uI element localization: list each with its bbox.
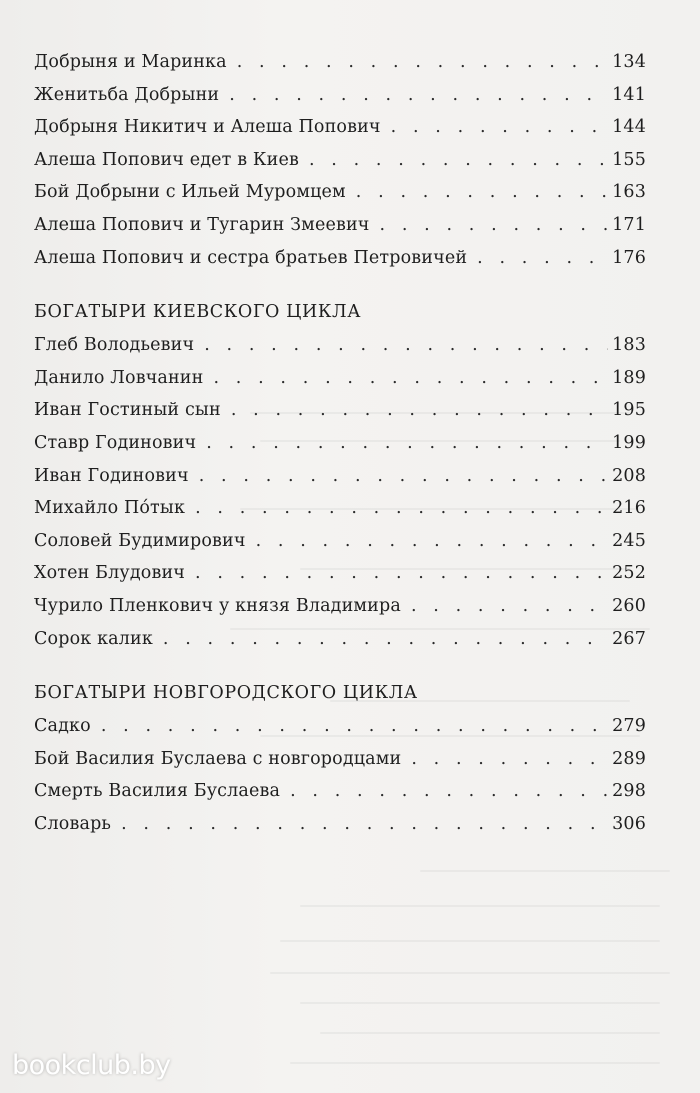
dot-leader: [101, 716, 608, 736]
toc-entry-page: 306: [612, 813, 646, 834]
toc-entry-title: Глеб Володьевич: [34, 335, 195, 356]
toc-entry-title: Хотен Блудович: [34, 563, 186, 584]
section-heading: БОГАТЫРИ НОВГОРОДСКОГО ЦИКЛА: [34, 683, 418, 704]
toc-entry-title: Михайло По́тык: [34, 498, 186, 519]
toc-entry: [34, 466, 646, 499]
toc-entry-page: 144: [612, 117, 646, 138]
dot-leader: [290, 781, 608, 801]
dot-leader: [199, 466, 608, 486]
toc-entry-title: Иван Гостиный сын: [34, 400, 221, 421]
toc-entry: [34, 85, 646, 118]
toc-entry: [34, 498, 646, 531]
toc-entry: [34, 400, 646, 433]
toc-entry-title: Алеша Попович и Тугарин Змеевич: [34, 214, 370, 235]
dot-leader: [231, 400, 608, 420]
toc-section: [34, 52, 646, 280]
section-spacer: [34, 280, 646, 302]
toc-entry-title: Добрыня и Маринка: [34, 52, 227, 72]
toc-entry-page: 189: [612, 367, 646, 388]
toc-entry-title: Алеша Попович едет в Киев: [34, 149, 299, 170]
toc-entry-page: 279: [612, 716, 646, 737]
toc-entry: [34, 781, 646, 814]
toc-entry: [34, 248, 646, 281]
toc-entry-page: 134: [612, 52, 646, 72]
toc-entry-title: Женитьба Добрыни: [34, 84, 220, 105]
toc-entry: [34, 749, 646, 782]
toc-entry: [34, 335, 646, 368]
toc-entry-page: 260: [612, 595, 646, 616]
toc-entry-title: Смерть Василия Буслаева: [34, 781, 281, 802]
toc-section: [34, 302, 646, 661]
toc-entry-title: Садко: [34, 716, 91, 737]
watermark: bookclub.by: [12, 1050, 171, 1081]
toc-entry-page: 245: [612, 530, 646, 551]
toc-entry-title: Ставр Годинович: [34, 432, 197, 453]
toc-entry: [34, 433, 646, 466]
toc-entry: [34, 716, 646, 749]
table-of-contents: [34, 52, 646, 846]
toc-entry: [34, 814, 646, 847]
dot-leader: [213, 368, 608, 388]
toc-entry-page: 183: [612, 335, 646, 356]
toc-entry-title: Словарь: [34, 813, 112, 834]
toc-entry: [34, 215, 646, 248]
toc-entry-page: 199: [612, 432, 646, 453]
toc-entry-page: 252: [612, 563, 646, 584]
dot-leader: [309, 150, 608, 170]
dot-leader: [477, 248, 608, 268]
toc-entry: [34, 563, 646, 596]
toc-entry: [34, 52, 646, 85]
section-heading: БОГАТЫРИ КИЕВСКОГО ЦИКЛА: [34, 302, 362, 323]
toc-entry-title: Бой Василия Буслаева с новгородцами: [34, 748, 402, 769]
dot-leader: [411, 749, 608, 769]
toc-entry-page: 163: [612, 182, 646, 203]
dot-leader: [121, 814, 608, 834]
dot-leader: [195, 498, 608, 518]
toc-entry-page: 171: [612, 214, 646, 235]
toc-entry: [34, 150, 646, 183]
dot-leader: [256, 531, 609, 551]
toc-entry: [34, 596, 646, 629]
toc-entry: [34, 531, 646, 564]
toc-entry: [34, 368, 646, 401]
toc-entry-page: 298: [612, 781, 646, 802]
toc-entry-title: Иван Годинович: [34, 465, 189, 486]
dot-leader: [380, 215, 609, 235]
toc-entry-title: Данило Ловчанин: [34, 367, 204, 388]
toc-entry-page: 141: [612, 84, 646, 105]
section-spacer: [34, 661, 646, 683]
dot-leader: [204, 335, 608, 355]
toc-entry-title: Чурило Пленкович у князя Владимира: [34, 595, 401, 616]
toc-entry-page: 195: [612, 400, 646, 421]
dot-leader: [411, 596, 608, 616]
toc-entry: [34, 182, 646, 215]
dot-leader: [356, 182, 608, 202]
dot-leader: [206, 433, 608, 453]
toc-entry-page: 289: [612, 748, 646, 769]
toc-entry-page: 216: [612, 498, 646, 519]
toc-entry-page: 267: [612, 628, 646, 649]
toc-entry-title: Добрыня Никитич и Алеша Попович: [34, 117, 381, 138]
toc-entry-page: 176: [612, 247, 646, 268]
toc-entry-title: Бой Добрыни с Ильей Муромцем: [34, 182, 346, 203]
toc-section: [34, 683, 646, 846]
toc-entry-title: Сорок калик: [34, 628, 153, 649]
toc-entry-title: Алеша Попович и сестра братьев Петровичей: [34, 247, 468, 268]
toc-entry-page: 208: [612, 465, 646, 486]
toc-entry-page: 155: [612, 149, 646, 170]
toc-entry-title: Соловей Будимирович: [34, 530, 246, 551]
dot-leader: [237, 52, 608, 72]
toc-entry: [34, 629, 646, 662]
dot-leader: [391, 117, 608, 137]
dot-leader: [229, 85, 608, 105]
dot-leader: [163, 629, 608, 649]
toc-entry: [34, 117, 646, 150]
dot-leader: [195, 563, 608, 583]
